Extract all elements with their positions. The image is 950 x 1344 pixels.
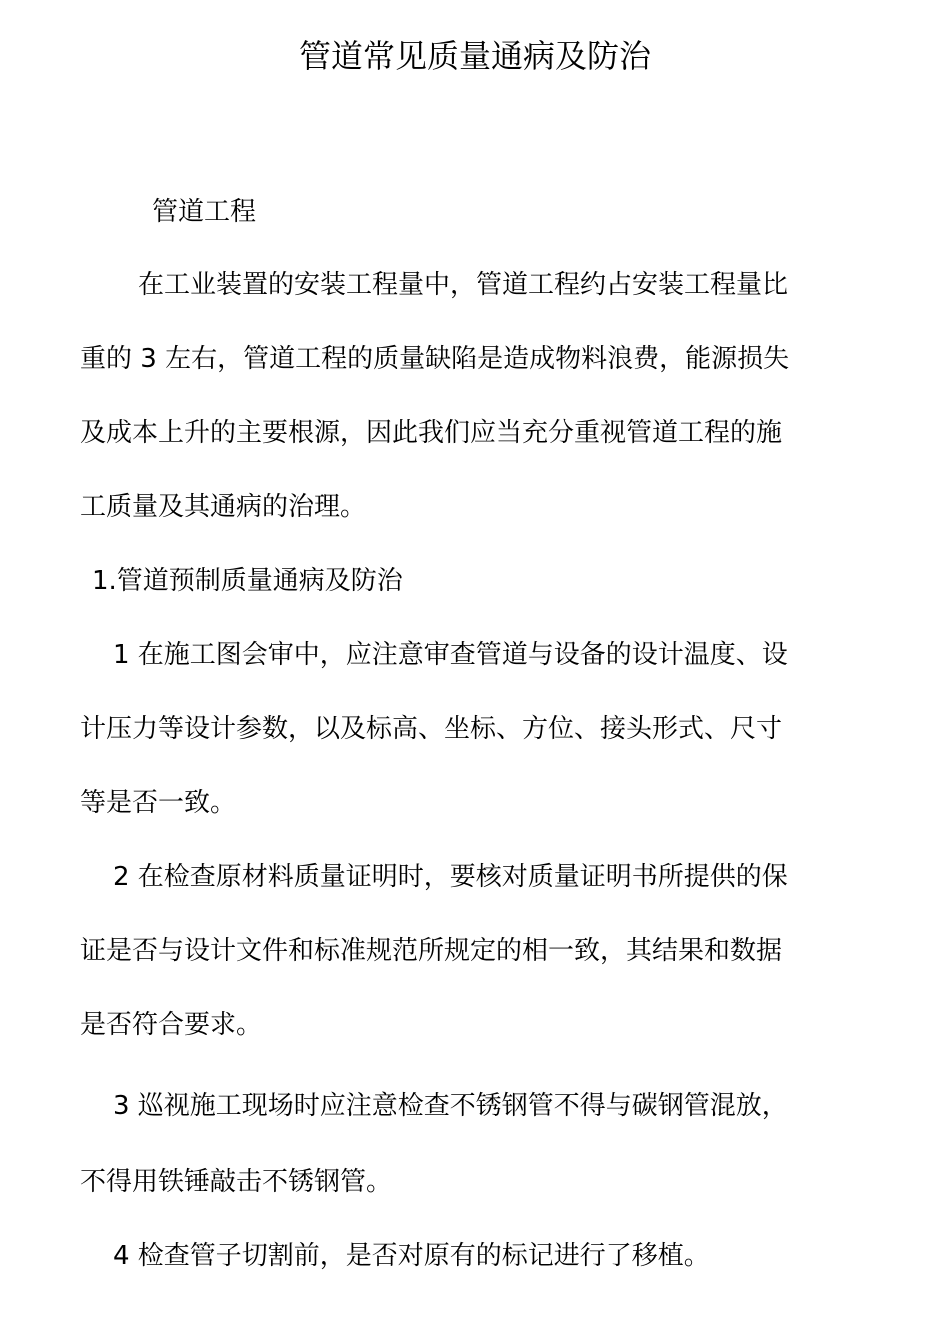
document-title: 管道常见质量通病及防治: [298, 37, 651, 75]
intro-line-3: 及成本上升的主要根源，因此我们应当充分重视管道工程的施: [80, 418, 783, 448]
intro-line-1: 在工业装置的安装工程量中，管道工程约占安装工程量比: [138, 270, 789, 300]
item-1-line-1: 1 在施工图会审中，应注意审查管道与设备的设计温度、设: [113, 640, 788, 670]
subheading-1: 1.管道预制质量通病及防治: [92, 566, 403, 596]
item-2-line-3: 是否符合要求。: [80, 1010, 263, 1040]
item-3-line-2: 不得用铁锤敲击不锈钢管。: [80, 1167, 393, 1197]
item-2-line-1: 2 在检查原材料质量证明时，要核对质量证明书所提供的保: [113, 862, 788, 892]
item-4-line-1: 4 检查管子切割前，是否对原有的标记进行了移植。: [113, 1241, 710, 1271]
item-3-line-1: 3 巡视施工现场时应注意检查不锈钢管不得与碳钢管混放，: [113, 1091, 788, 1121]
intro-line-4: 工质量及其通病的治理。: [80, 492, 367, 522]
item-2-line-2: 证是否与设计文件和标准规范所规定的相一致，其结果和数据: [80, 936, 783, 966]
item-1-line-2: 计压力等设计参数，以及标高、坐标、方位、接头形式、尺寸: [80, 714, 783, 744]
intro-line-2: 重的 3 左右，管道工程的质量缺陷是造成物料浪费，能源损失: [80, 344, 790, 374]
section-heading: 管道工程: [152, 197, 257, 227]
item-1-line-3: 等是否一致。: [80, 788, 237, 818]
